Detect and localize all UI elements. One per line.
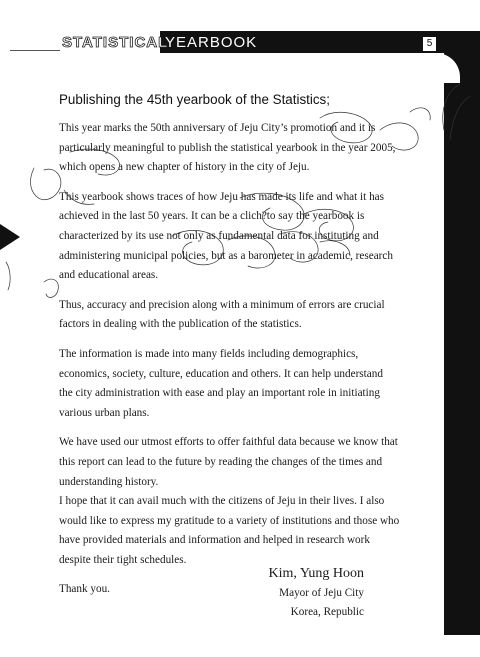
- text-line: This yearbook shows traces of how Jeju has made its life and what it has: [59, 190, 384, 203]
- text-line: achieved in the last 50 years. It can be a clich?to say the yearbook is: [59, 210, 365, 223]
- left-edge-mark: [0, 224, 20, 250]
- page-number: 5: [423, 37, 436, 51]
- text-line: We have used our utmost efforts to offer faithful data because we know that: [59, 436, 398, 449]
- paragraph-1: [59, 119, 417, 178]
- letter-body: [59, 119, 417, 610]
- document-heading: Publishing the 45th yearbook of the Statistics;: [59, 92, 330, 107]
- signature-name: Kim, Yung Hoon: [268, 566, 364, 581]
- right-edge-bar: [444, 53, 480, 635]
- text-line: particularly meaningful to publish the statistical yearbook in the year 2005,: [59, 141, 396, 154]
- paragraph-4: [59, 345, 417, 423]
- text-line: have provided materials and information and helped in research work: [59, 534, 370, 547]
- paragraph-5: [59, 433, 417, 492]
- text-line: Thank you.: [59, 583, 110, 596]
- header-rule: [10, 50, 60, 51]
- text-line: despite their tight schedules.: [59, 553, 187, 566]
- text-line: The information is made into many fields including demographics,: [59, 347, 359, 360]
- text-line: I hope that it can avail much with the citizens of Jeju in their lives. I also: [59, 495, 385, 508]
- text-line: administering municipal policies, but as a barometer in academic, research: [59, 249, 393, 262]
- header-yearbook: YEARBOOK: [165, 34, 258, 51]
- text-line: various urban plans.: [59, 406, 150, 419]
- paragraph-3: [59, 296, 417, 335]
- text-line: economics, society, culture, education and others. It can help understand: [59, 367, 383, 380]
- signature-title: Mayor of Jeju City: [279, 587, 364, 599]
- paragraph-6: [59, 492, 417, 570]
- text-line: factors in dealing with the publication of the statistics.: [59, 318, 302, 331]
- text-line: the city administration with ease and play an important role in initiating: [59, 387, 380, 400]
- paragraph-2: [59, 188, 417, 286]
- signature-place: Korea, Republic: [290, 606, 364, 618]
- text-line: and educational areas.: [59, 269, 159, 282]
- text-line: would like to express my gratitude to a variety of institutions and those who: [59, 514, 400, 527]
- text-line: which opens a new chapter of history in the city of Jeju.: [59, 161, 310, 174]
- text-line: This year marks the 50th anniversary of Jeju City’s promotion and it is: [59, 122, 376, 134]
- text-line: characterized by its use not only as fundamental data for instituting and: [59, 229, 379, 242]
- text-line: this report can lead to the future by reading the changes of the times and: [59, 455, 383, 468]
- header-statistical: STATISTICAL: [62, 34, 169, 51]
- text-line: Thus, accuracy and precision along with a minimum of errors are crucial: [59, 298, 385, 311]
- text-line: understanding history.: [59, 475, 159, 488]
